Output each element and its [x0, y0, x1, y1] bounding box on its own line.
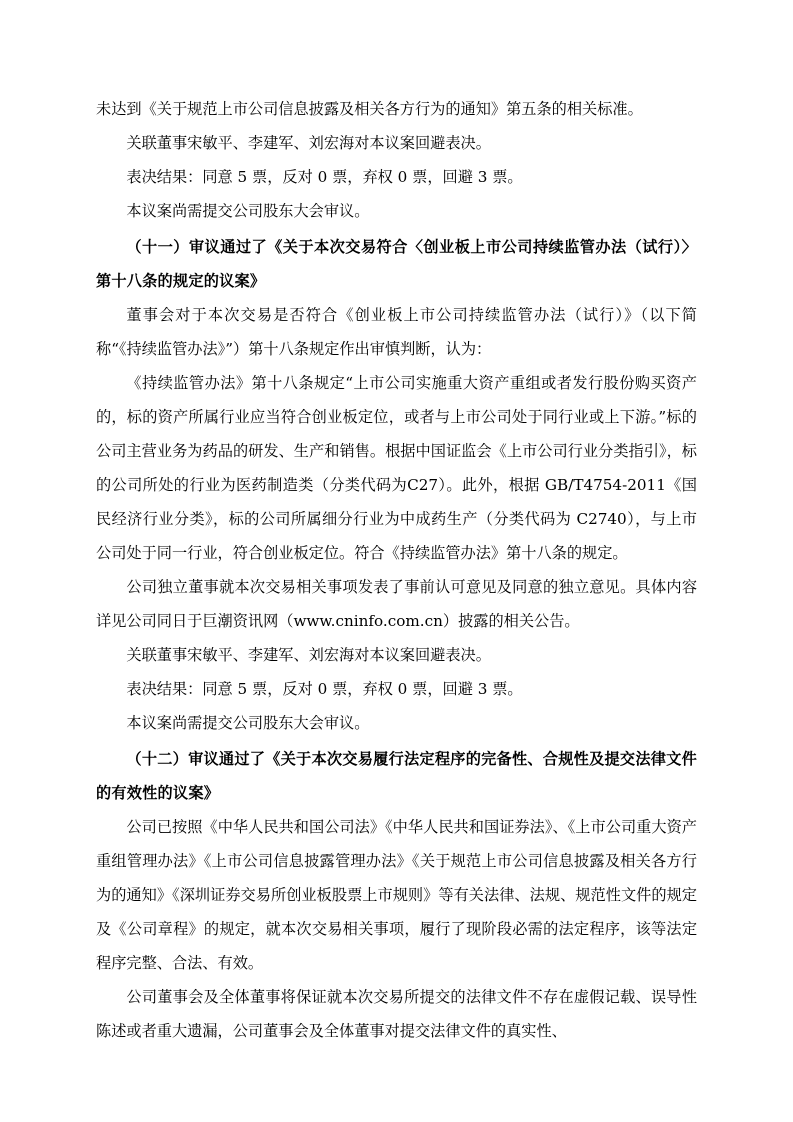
paragraph: 表决结果：同意 5 票，反对 0 票，弃权 0 票，回避 3 票。	[126, 168, 523, 186]
paragraph: 公司已按照《中华人民共和国公司法》《中华人民共和国证券法》、《上市公司重大资产重组管理办法》《上市公司信息披露管理办法》《关于规范上市公司信息披露及相关各方行为的通知》《深圳证券交易所创业板股票上市规则》等有关法律、法规、规范性文件的规定及《公司章程》的规定，就本次交易相关事项，履行了现阶段必需的法定程序，该等法定程序完整、合法、有效。	[96, 818, 697, 972]
paragraph: 本议案尚需提交公司股东大会审议。	[126, 202, 370, 220]
paragraph: 《持续监管办法》第十八条规定“上市公司实施重大资产重组或者发行股份购买资产的，标的资产所属行业应当符合创业板定位，或者与上市公司处于同行业或上下游。”标的公司主营业务为药品的研发、生产和销售。根据中国证监会《上市公司行业分类指引》，标的公司所处的行业为医药制造类（分类代码为C27）。此外，根据 GB/T4754-2011《国民经济行业分类》，标的公司所属细分行业为中成药生产（分类代码为 C2740），与上市公司处于同一行业，符合创业板定位。符合《持续监管办法》第十八条的规定。	[96, 374, 697, 562]
paragraph: 本议案尚需提交公司股东大会审议。	[126, 714, 370, 732]
section-heading-twelve: （十二）审议通过了《关于本次交易履行法定程序的完备性、合规性及提交法律文件的有效性的议案》	[96, 750, 697, 802]
document-body	[96, 92, 697, 1048]
paragraph: 关联董事宋敏平、李建军、刘宏海对本议案回避表决。	[126, 134, 491, 152]
paragraph: 关联董事宋敏平、李建军、刘宏海对本议案回避表决。	[126, 646, 491, 664]
paragraph: 未达到《关于规范上市公司信息披露及相关各方行为的通知》第五条的相关标准。	[96, 100, 643, 118]
paragraph: 董事会对于本次交易是否符合《创业板上市公司持续监管办法（试行）》（以下简称“《持续监管办法》”）第十八条规定作出审慎判断，认为：	[96, 306, 697, 358]
paragraph: 公司独立董事就本次交易相关事项发表了事前认可意见及同意的独立意见。具体内容详见公司同日于巨潮资讯网（www.cninfo.com.cn）披露的相关公告。	[96, 578, 697, 630]
section-heading-eleven: （十一）审议通过了《关于本次交易符合〈创业板上市公司持续监管办法（试行）〉第十八条的规定的议案》	[96, 238, 697, 290]
paragraph: 表决结果：同意 5 票，反对 0 票，弃权 0 票，回避 3 票。	[126, 680, 523, 698]
paragraph: 公司董事会及全体董事将保证就本次交易所提交的法律文件不存在虚假记载、误导性陈述或者重大遗漏，公司董事会及全体董事对提交法律文件的真实性、	[96, 988, 697, 1040]
